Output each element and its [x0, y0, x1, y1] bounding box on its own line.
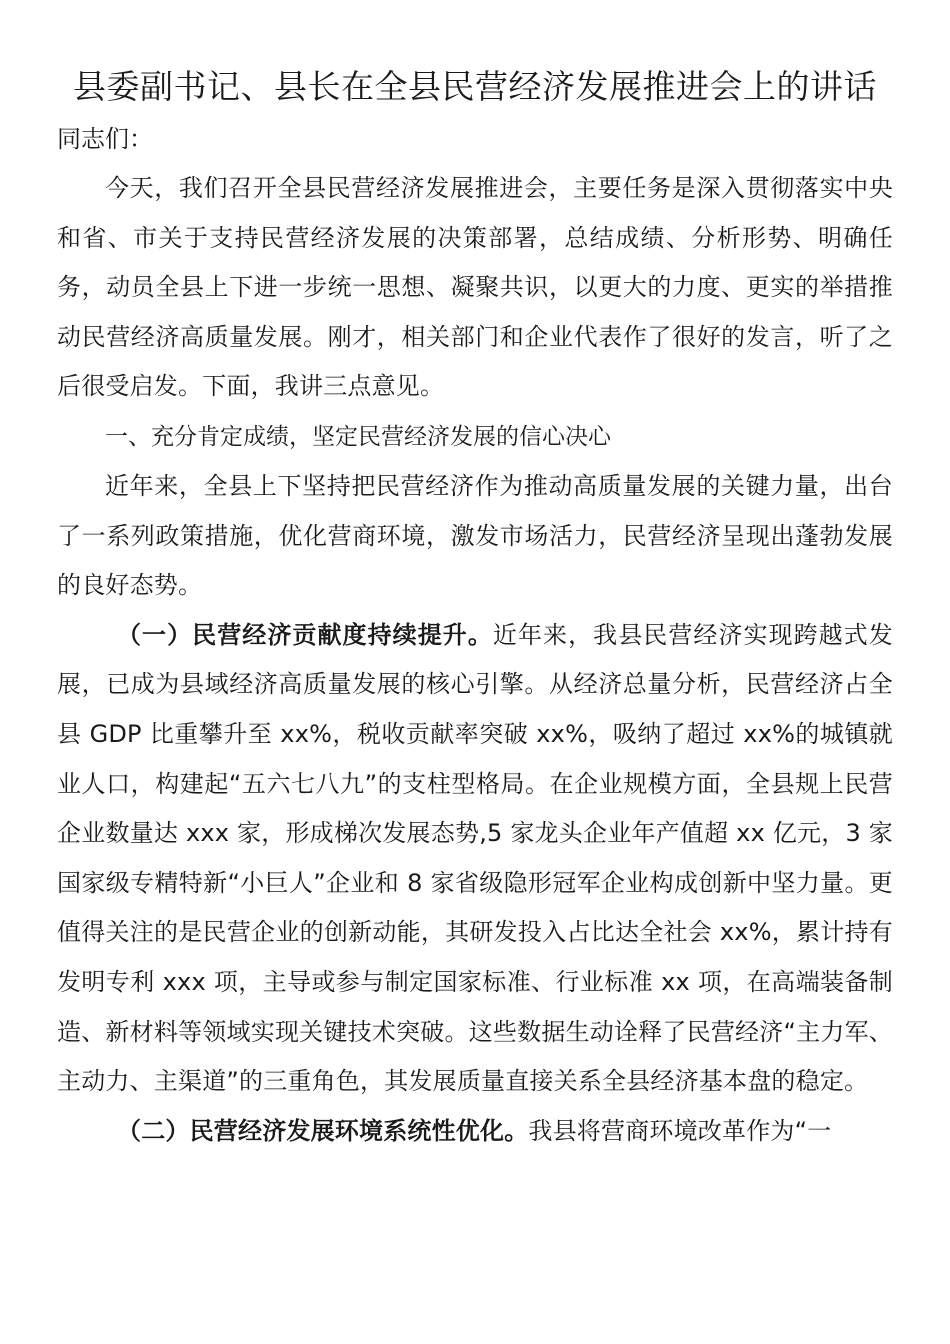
- document-title: 县委副书记、县长在全县民营经济发展推进会上的讲话: [73, 67, 877, 106]
- document-page: [57, 60, 893, 1156]
- point-1-lead: （一）民营经济贡献度持续提升。: [117, 620, 493, 649]
- salutation: 同志们：: [57, 125, 153, 153]
- point-1-body: 近年来，我县民营经济实现跨越式发展，已成为县域经济高质量发展的核心引擎。从经济总量分析，民营经济占全县 GDP 比重攀升至 xx%，税收贡献率突破 xx%，吸纳了超过 xx%的城镇就业人口，构建起“五六七八九”的支柱型格局。在企业规模方面，全县规上民营企业数量达 xxx 家，形成梯次发展态势,5 家龙头企业年产值超 xx 亿元，3 家国家级专精特新“小巨人”企业和 8 家省级隐形冠军企业构成创新中坚力量。更值得关注的是民营企业的创新动能，其研发投入占比达全社会 xx%，累计持有发明专利 xxx 项，主导或参与制定国家标准、行业标准 xx 项，在高端装备制造、新材料等领域实现关键技术突破。这些数据生动诠释了民营经济“主力军、主动力、主渠道”的三重角色，其发展质量直接关系全县经济基本盘的稳定。: [57, 620, 894, 1096]
- point-1-paragraph: [57, 611, 893, 1107]
- intro-paragraph: 今天，我们召开全县民营经济发展推进会，主要任务是深入贯彻落实中央和省、市关于支持民营经济发展的决策部署，总结成绩、分析形势、明确任务，动员全县上下进一步统一思想、凝聚共识，以更大的力度、更实的举措推动民营经济高质量发展。刚才，相关部门和企业代表作了很好的发言，听了之后很受启发。下面，我讲三点意见。: [57, 174, 893, 401]
- section-1-overview: 近年来，全县上下坚持把民营经济作为推动高质量发展的关键力量，出台了一系列政策措施，优化营商环境，激发市场活力，民营经济呈现出蓬勃发展的良好态势。: [57, 471, 893, 600]
- point-2-lead: （二）民营经济发展环境系统性优化。: [117, 1116, 529, 1145]
- point-2-body: 我县将营商环境改革作为“一: [528, 1116, 832, 1145]
- section-1-heading: 一、充分肯定成绩，坚定民营经济发展的信心决心: [105, 423, 611, 450]
- point-2-paragraph: [57, 1107, 893, 1157]
